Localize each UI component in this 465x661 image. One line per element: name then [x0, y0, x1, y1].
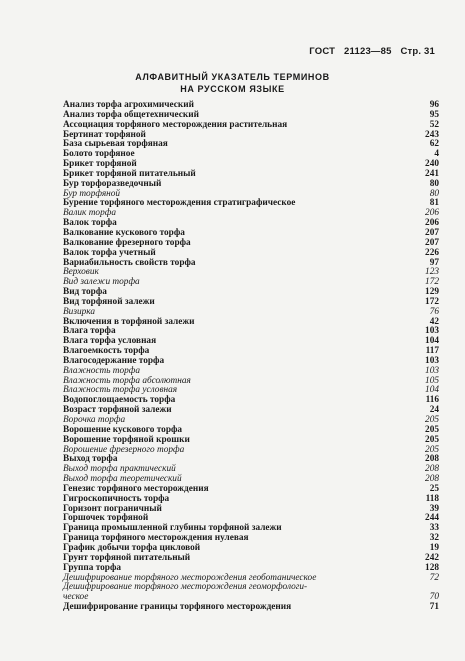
index-term: Верховик: [63, 267, 99, 278]
index-page-number: 123: [425, 267, 439, 278]
index-page-number: 103: [425, 355, 439, 366]
index-term: Влага торфа: [63, 326, 116, 337]
index-term: Ассоциация торфяного месторождения растительная: [63, 119, 288, 130]
index-term: Ворочка торфа: [63, 415, 126, 425]
index-term: Влага торфа условная: [63, 336, 157, 347]
index-term: Валкование фрезерного торфа: [63, 237, 191, 248]
index-term: Горшочек торфяной: [63, 513, 149, 524]
index-page-number: 172: [425, 277, 439, 288]
index-page-number: 104: [425, 336, 439, 347]
index-page-number: 208: [425, 474, 439, 485]
index-entry: [63, 278, 439, 288]
index-term: Вид торфяной залежи: [63, 296, 155, 307]
index-term: Выход торфа: [63, 454, 118, 465]
index-term: Визирка: [63, 306, 96, 317]
index-page-number: 52: [429, 119, 439, 130]
index-entry: [63, 298, 439, 308]
index-term: Бурение торфяного месторождения стратиграфическое: [63, 198, 296, 209]
index-term: Генезис торфяного месторождения: [63, 483, 209, 494]
index-page-number: 241: [425, 168, 439, 179]
gost-label: ГОСТ: [309, 46, 336, 57]
index-term: Влагосодержание торфа: [63, 355, 165, 366]
index-term: Брикет торфяной: [63, 159, 137, 170]
index-page-number: 208: [425, 464, 439, 475]
index-page-number: 76: [429, 306, 439, 317]
index-subtitle: НА РУССКОМ ЯЗЫКЕ: [180, 84, 285, 94]
index-term: Влажность торфа: [63, 365, 141, 376]
index-page-number: 105: [425, 375, 439, 386]
index-page-number: 244: [425, 513, 439, 524]
index-page-number: 81: [429, 198, 439, 209]
index-page-number: 24: [429, 405, 439, 416]
index-page-number: 33: [429, 523, 439, 534]
index-entry: [63, 209, 439, 219]
index-term: График добычи торфа цикловой: [63, 542, 201, 553]
index-page-number: 80: [429, 188, 439, 199]
index-term: Бур торфяной: [63, 188, 121, 199]
index-page-number: 205: [425, 434, 439, 445]
index-page-number: 71: [429, 602, 439, 613]
index-page-number: 96: [429, 100, 439, 110]
index-page-number: 206: [425, 218, 439, 229]
index-term: Дешифрирование торфяного месторождения геоботаническое: [63, 572, 317, 583]
index-page-number: 207: [425, 237, 439, 248]
index-term-continuation: ческое: [63, 592, 89, 603]
index-page-number: 118: [425, 493, 439, 504]
index-term: Граница промышленной глубины торфяной залежи: [63, 523, 282, 534]
index-page-number: 243: [425, 129, 439, 140]
index-term: Анализ торфа общетехнический: [63, 109, 199, 120]
index-page-number: 80: [429, 178, 439, 189]
index-term: Выход торфа теоретический: [63, 474, 182, 485]
index-page-number: 19: [429, 542, 439, 553]
index-term: Вид залежи торфа: [63, 277, 140, 288]
index-entry: [63, 603, 439, 613]
index-term: Ворошение кускового торфа: [63, 424, 183, 435]
index-page-number: 206: [425, 208, 439, 219]
index-term: Возраст торфяной залежи: [63, 405, 172, 416]
index-page-number: 104: [425, 385, 439, 396]
index-page-number: 205: [425, 424, 439, 435]
index-term: Брикет торфяной питательный: [63, 168, 196, 179]
index-term: Гигроскопичность торфа: [63, 493, 170, 504]
index-term: Валок торфа: [63, 218, 117, 229]
index-term: Граница торфяного месторождения нулевая: [63, 533, 249, 544]
index-term: Ворошение фрезерного торфа: [63, 444, 185, 455]
index-entry: [63, 446, 439, 456]
index-term: Болото торфяное: [63, 149, 135, 160]
index-term: Влагоемкость торфа: [63, 346, 150, 357]
index-page-number: 117: [425, 346, 439, 357]
index-page-number: 39: [429, 503, 439, 514]
index-page-number: 240: [425, 159, 439, 170]
page-header: [303, 46, 435, 57]
index-term: Группа торфа: [63, 562, 122, 573]
index-term: Анализ торфа агрохимический: [63, 100, 194, 110]
index-page-number: 205: [425, 444, 439, 455]
index-page-number: 4: [434, 149, 439, 160]
index-term: Горизонт пограничный: [63, 503, 162, 514]
index-term: Валкование кускового торфа: [63, 227, 185, 238]
index-term: Вариабильность свойств торфа: [63, 257, 196, 268]
standard-number: 21123—85: [344, 46, 392, 57]
index-page-number: 72: [429, 572, 439, 583]
index-term: Ворошение торфяной крошки: [63, 434, 190, 445]
index-term: Влажность торфа абсолютная: [63, 375, 191, 386]
page-number: Стр. 31: [400, 46, 435, 57]
index-page-number: 226: [425, 247, 439, 258]
index-page-number: 103: [425, 365, 439, 376]
index-term: Дешифрирование торфяного месторождения геоморфологи-: [63, 582, 308, 593]
index-term: Вид торфа: [63, 287, 107, 298]
index-term: Валок торфа учетный: [63, 247, 156, 258]
index-page-number: 208: [425, 454, 439, 465]
index-page-number: 207: [425, 227, 439, 238]
index-entry: [63, 318, 439, 328]
index-page-number: 62: [429, 139, 439, 150]
index-page-number: 172: [425, 296, 439, 307]
index-page-number: 128: [425, 562, 439, 573]
index-page-number: 205: [425, 415, 439, 425]
index-term: Влажность торфа условная: [63, 385, 178, 396]
index-page-number: 242: [425, 552, 439, 563]
index-term: Бур торфоразведочный: [63, 178, 162, 189]
index-page-number: 25: [429, 483, 439, 494]
index-page-number: 116: [425, 395, 439, 406]
index-term: Грунт торфяной питательный: [63, 552, 191, 563]
index-term: Водопоглощаемость торфа: [63, 395, 176, 406]
index-title: АЛФАВИТНЫЙ УКАЗАТЕЛЬ ТЕРМИНОВ: [135, 72, 330, 82]
index-page-number: 70: [429, 592, 439, 603]
term-index-list: [63, 101, 439, 613]
index-term: Дешифрирование границы торфяного месторождения: [63, 602, 292, 613]
index-page-number: 97: [429, 257, 439, 268]
index-term: Выход торфа практический: [63, 464, 176, 475]
index-term: Включения в торфяной залежи: [63, 316, 195, 327]
index-page-number: 32: [429, 533, 439, 544]
index-entry: [63, 583, 439, 603]
index-page-number: 129: [425, 287, 439, 298]
index-page-number: 95: [429, 109, 439, 120]
index-entry: [63, 199, 439, 209]
index-page-number: 103: [425, 326, 439, 337]
index-page-number: 42: [429, 316, 439, 327]
index-term: Валик торфа: [63, 208, 116, 219]
index-term: База сырьевая торфяная: [63, 139, 168, 150]
index-entry: [63, 259, 439, 269]
index-term: Бертинат торфяной: [63, 129, 146, 140]
